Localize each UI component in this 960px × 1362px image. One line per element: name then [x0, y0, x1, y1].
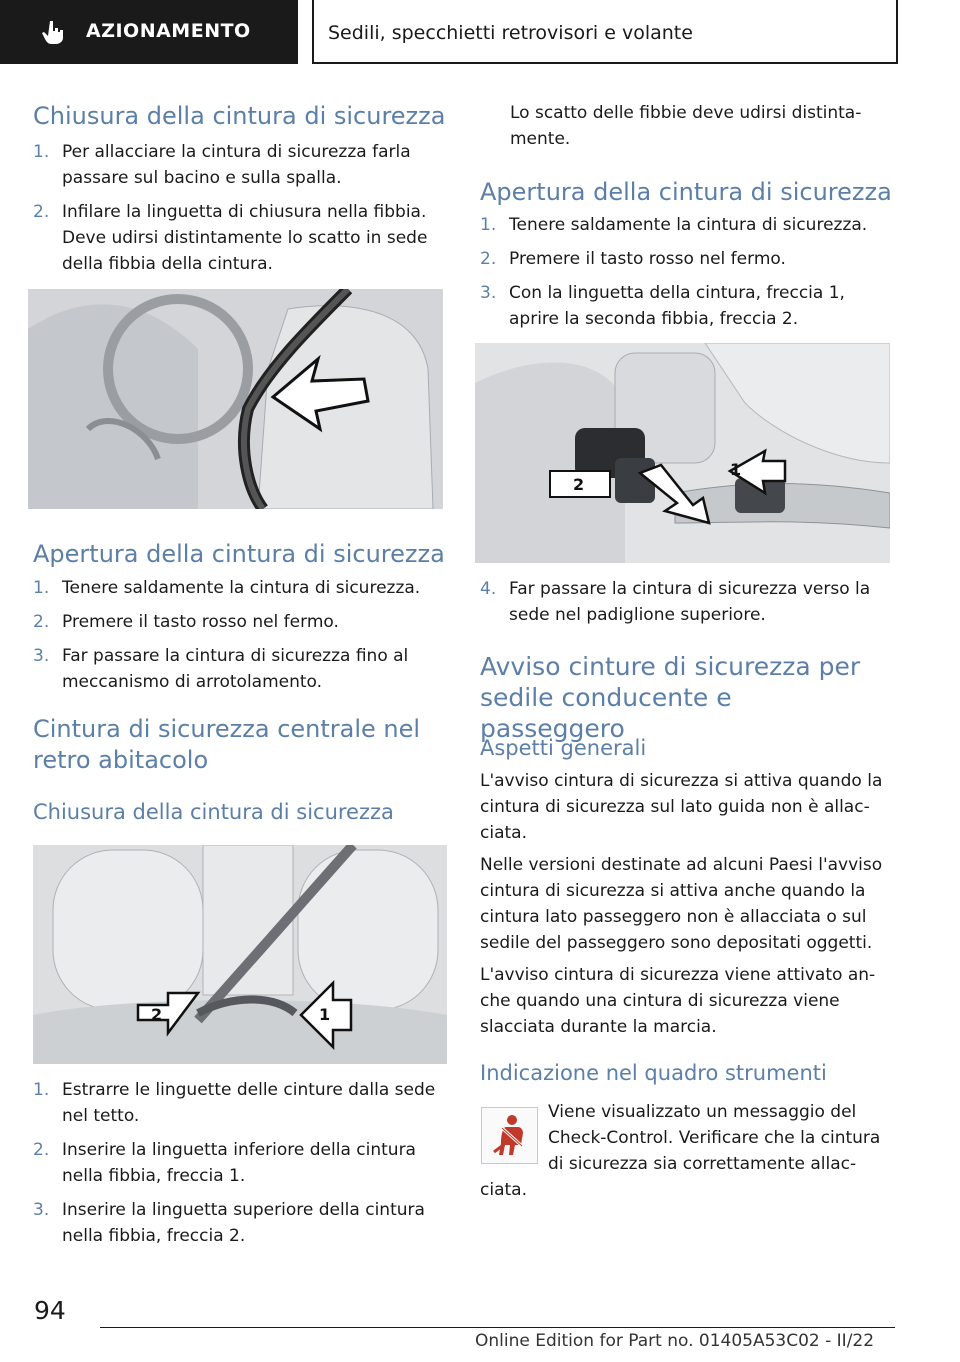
- rear-seat-center-belt-image: [33, 845, 447, 1064]
- fasten-steps: [33, 139, 443, 285]
- paragraph-4: Viene visualizzato un messaggio del Check-Control. Verificare che la cintura di sicurezza sia correttamente allac-ciata.: [480, 1099, 898, 1203]
- paragraph-1: L'avviso cintura di sicurezza si attiva quando la cintura di sicurezza sul lato guida non è allac-ciata.: [480, 771, 883, 843]
- heading-open-2: Apertura della cintura di sicurezza: [480, 178, 892, 206]
- header-title-box: [312, 0, 898, 64]
- heading-center-fasten: Chiusura della cintura di sicurezza: [33, 800, 394, 824]
- callout-label-1: 1: [319, 1005, 331, 1024]
- heading-general: Aspetti generali: [480, 736, 647, 760]
- chapter-title: Sedili, specchietti retrovisori e volante: [328, 22, 693, 44]
- callout-label-2: 2: [573, 475, 585, 494]
- heading-fasten: Chiusura della cintura di sicurezza: [33, 102, 446, 130]
- list-item: 3. Con la linguetta della cintura, freccia 1, aprire la seconda fibbia, freccia 2.: [480, 283, 845, 329]
- open-steps: [33, 575, 443, 703]
- continued-text: Lo scatto delle fibbie deve udirsi distinta-mente.: [510, 103, 862, 149]
- list-item: 1. Tenere saldamente la cintura di sicurezza.: [33, 578, 421, 598]
- list-item: 1. Tenere saldamente la cintura di sicurezza.: [480, 215, 868, 235]
- heading-center-belt: Cintura di sicurezza centrale nel retro abitacolo: [33, 715, 421, 774]
- center-steps: [33, 1077, 448, 1257]
- list-item: 4. Far passare la cintura di sicurezza verso la sede nel padiglione superiore.: [480, 579, 871, 625]
- section-label: AZIONAMENTO: [86, 20, 251, 42]
- footer-rule: [100, 1327, 895, 1328]
- icon-float-spacer: [480, 1099, 548, 1177]
- heading-display: Indicazione nel quadro strumenti: [480, 1061, 827, 1085]
- page-number: 94: [34, 1296, 66, 1325]
- list-item: 1. Per allacciare la cintura di sicurezza farla passare sul bacino e sulla spalla.: [33, 142, 411, 188]
- callout-label-2: 2: [151, 1005, 163, 1024]
- heading-warning: Avviso cinture di sicurezza per sedile conducente e passeggero: [480, 652, 861, 743]
- step-4: [480, 576, 890, 636]
- list-item: 2. Premere il tasto rosso nel fermo.: [33, 612, 339, 632]
- list-item: 3. Inserire la linguetta superiore della cintura nella fibbia, freccia 2.: [33, 1200, 425, 1246]
- list-item: 3. Far passare la cintura di sicurezza fino al meccanismo di arrotolamento.: [33, 646, 409, 692]
- edition-text: Online Edition for Part no. 01405A53C02 - II/22: [475, 1331, 875, 1351]
- list-item: 2. Infilare la linguetta di chiusura nella fibbia. Deve udirsi distintamente lo scatto in sede della fibbia della cintura.: [33, 202, 428, 274]
- heading-open: Apertura della cintura di sicurezza: [33, 540, 445, 568]
- seatbelt-fasten-image: [28, 289, 443, 509]
- list-item: 2. Inserire la linguetta inferiore della cintura nella fibbia, freccia 1.: [33, 1140, 416, 1186]
- list-item: 2. Premere il tasto rosso nel fermo.: [480, 249, 786, 269]
- hand-pointer-icon: [40, 18, 68, 46]
- list-item: 1. Estrarre le linguette delle cinture dalla sede nel tetto.: [33, 1080, 436, 1126]
- buckle-release-image: [475, 343, 890, 563]
- paragraph-3: L'avviso cintura di sicurezza viene attivato an-che quando una cintura di sicurezza viene slacciata durante la marcia.: [480, 965, 876, 1037]
- callout-label-1: 1: [730, 460, 742, 479]
- paragraph-2: Nelle versioni destinate ad alcuni Paesi l'avviso cintura di sicurezza si attiva anche quando la cintura lato passeggero non è allacciata o sul sedile del passeggero sono depositati oggetti.: [480, 855, 883, 953]
- header-section-tab: [0, 0, 298, 64]
- open2-steps: [480, 212, 890, 340]
